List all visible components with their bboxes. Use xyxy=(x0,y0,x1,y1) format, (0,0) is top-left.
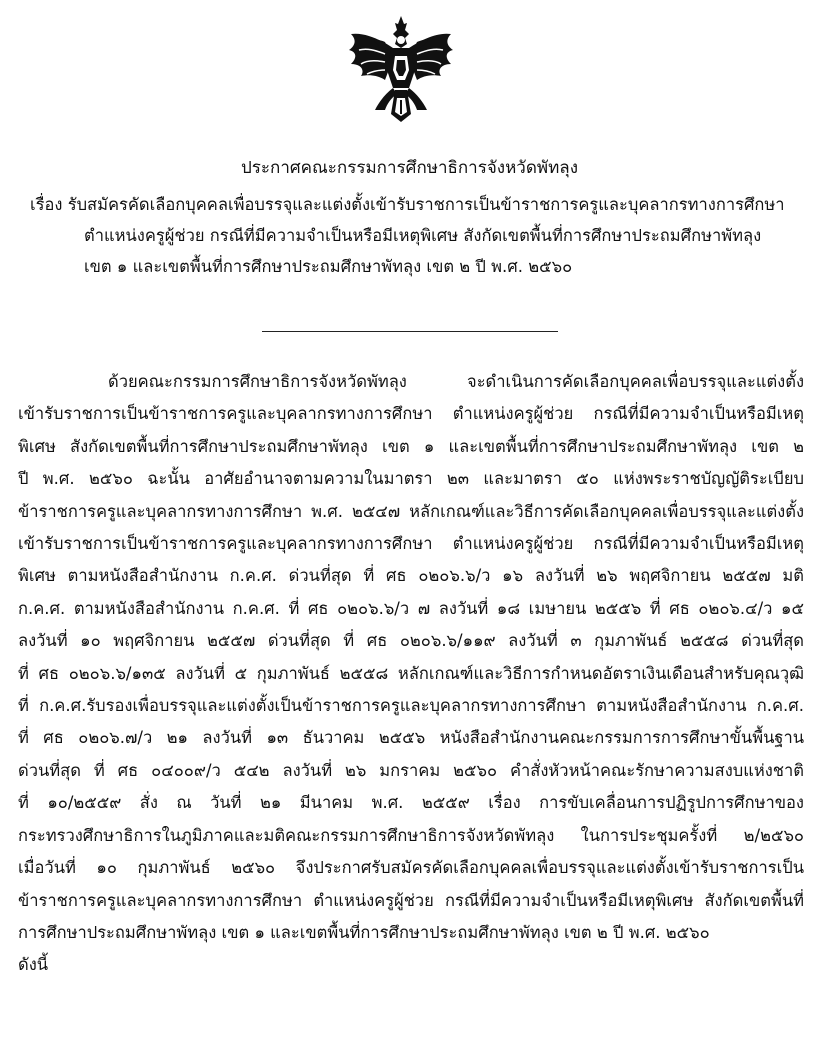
body-line: ด้วยคณะกรรมการศึกษาธิการจังหวัดพัทลุง จะดำเนินการคัดเลือกบุคคลเพื่อบรรจุและแต่งตั้ง xyxy=(108,372,804,391)
garuda-emblem xyxy=(345,14,457,124)
divider-line xyxy=(262,331,558,332)
body-line: กระทรวงศึกษาธิการในภูมิภาคและมติคณะกรรมการศึกษาธิการจังหวัดพัทลุง ในการประชุมครั้งที่ ๒/๒๕๖๐ xyxy=(18,825,804,845)
subject-line: เรื่อง รับสมัครคัดเลือกบุคคลเพื่อบรรจุและแต่งตั้งเข้ารับราชการเป็นข้าราชการครูและบุคลากรทางการศึกษา xyxy=(30,195,785,214)
body-line: พิเศษ สังกัดเขตพื้นที่การศึกษาประถมศึกษาพัทลุง เขต ๑ และเขตพื้นที่การศึกษาประถมศึกษาพัทลุง เขต ๒ xyxy=(18,436,804,456)
announcement-body xyxy=(18,366,804,982)
body-line: ก.ค.ศ. ตามหนังสือสำนักงาน ก.ค.ศ. ที่ ศธ ๐๒๐๖.๖/ว ๗ ลงวันที่ ๑๘ เมษายน ๒๕๕๖ ที่ ศธ ๐๒๐๖.๔/ว ๑๕ xyxy=(18,598,804,618)
body-line: ลงวันที่ ๑๐ พฤศจิกายน ๒๕๕๗ ด่วนที่สุด ที่ ศธ ๐๒๐๖.๖/๑๑๙ ลงวันที่ ๓ กุมภาพันธ์ ๒๕๕๘ ด่วนที่สุด xyxy=(18,631,804,651)
announcement-subject xyxy=(30,189,800,282)
subject-line: เขต ๑ และเขตพื้นที่การศึกษาประถมศึกษาพัทลุง เขต ๒ ปี พ.ศ. ๒๕๖๐ xyxy=(84,257,573,276)
closing-line: ดังนี้ xyxy=(18,955,49,975)
body-line: ข้าราชการครูและบุคลากรทางการศึกษา พ.ศ. ๒๕๔๗ หลักเกณฑ์และวิธีการคัดเลือกบุคคลเพื่อบรรจุและแต่งตั้ง xyxy=(18,501,804,521)
body-line: เมื่อวันที่ ๑๐ กุมภาพันธ์ ๒๕๖๐ จึงประกาศรับสมัครคัดเลือกบุคคลเพื่อบรรจุและแต่งตั้งเข้ารับราชการเป็น xyxy=(18,858,804,878)
body-line: ข้าราชการครูและบุคลากรทางการศึกษา ตำแหน่งครูผู้ช่วย กรณีที่มีความจำเป็นหรือมีเหตุพิเศษ สังกัดเขตพื้นที่ xyxy=(18,890,804,910)
announcement-title: ประกาศคณะกรรมการศึกษาธิการจังหวัดพัทลุง xyxy=(240,158,579,178)
body-line: การศึกษาประถมศึกษาพัทลุง เขต ๑ และเขตพื้นที่การศึกษาประถมศึกษาพัทลุง เขต ๒ ปี พ.ศ. ๒๕๖๐ xyxy=(18,922,710,942)
body-line: ที่ ศธ ๐๒๐๖.๖/๑๓๕ ลงวันที่ ๕ กุมภาพันธ์ ๒๕๕๘ หลักเกณฑ์และวิธีการกำหนดอัตราเงินเดือนสำหรับคุณวุฒิ xyxy=(18,663,804,683)
body-line: ที่ ก.ค.ศ.รับรองเพื่อบรรจุและแต่งตั้งเป็นข้าราชการครูและบุคลากรทางการศึกษา ตามหนังสือสำนักงาน ก.ค.ศ. xyxy=(18,696,804,716)
body-line: ที่ ๑๐/๒๕๕๙ สั่ง ณ วันที่ ๒๑ มีนาคม พ.ศ. ๒๕๕๙ เรื่อง การขับเคลื่อนการปฏิรูปการศึกษาของ xyxy=(18,793,804,813)
body-line: พิเศษ ตามหนังสือสำนักงาน ก.ค.ศ. ด่วนที่สุด ที่ ศธ ๐๒๐๖.๖/ว ๑๖ ลงวันที่ ๒๖ พฤศจิกายน ๒๕๕๗ มติ xyxy=(18,566,804,586)
body-line: ที่ ศธ ๐๒๐๖.๗/ว ๒๑ ลงวันที่ ๑๓ ธันวาคม ๒๕๕๖ หนังสือสำนักงานคณะกรรมการการศึกษาขั้นพื้นฐาน xyxy=(18,728,804,748)
body-line: ด่วนที่สุด ที่ ศธ ๐๔๐๐๙/ว ๕๔๒ ลงวันที่ ๒๖ มกราคม ๒๕๖๐ คำสั่งหัวหน้าคณะรักษาความสงบแห่งชาติ xyxy=(18,760,804,780)
body-line: ปี พ.ศ. ๒๕๖๐ ฉะนั้น อาศัยอำนาจตามความในมาตรา ๒๓ และมาตรา ๕๐ แห่งพระราชบัญญัติระเบียบ xyxy=(18,469,804,489)
garuda-emblem-graphic xyxy=(345,14,457,124)
body-line: เข้ารับราชการเป็นข้าราชการครูและบุคลากรทางการศึกษา ตำแหน่งครูผู้ช่วย กรณีที่มีความจำเป็นหรือมีเหตุ xyxy=(18,404,804,424)
subject-line: ตำแหน่งครูผู้ช่วย กรณีที่มีความจำเป็นหรือมีเหตุพิเศษ สังกัดเขตพื้นที่การศึกษาประถมศึกษาพัทลุง xyxy=(84,226,762,245)
body-line: เข้ารับราชการเป็นข้าราชการครูและบุคลากรทางการศึกษา ตำแหน่งครูผู้ช่วย กรณีที่มีความจำเป็นหรือมีเหตุ xyxy=(18,534,804,554)
